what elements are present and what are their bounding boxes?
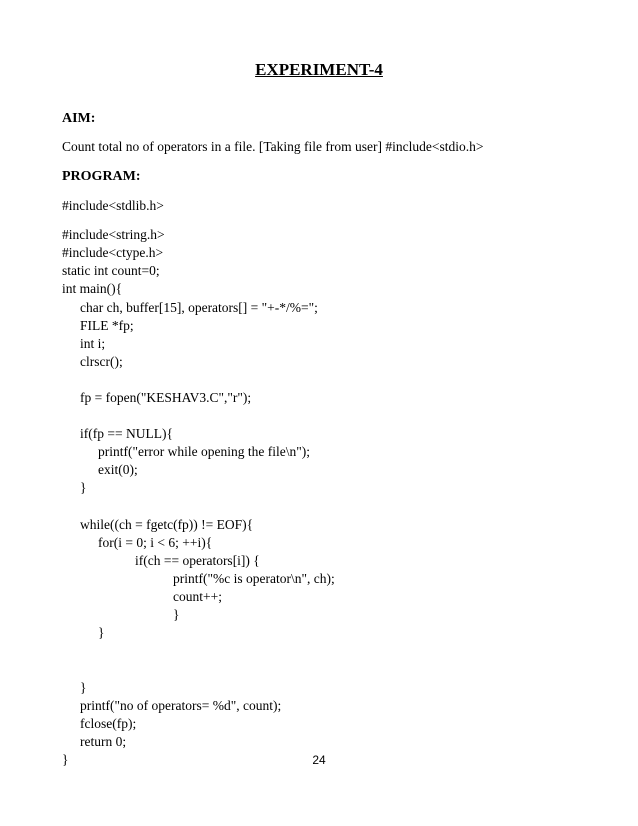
code-line: } xyxy=(80,480,87,495)
code-line: #include<stdlib.h> xyxy=(62,198,164,213)
code-line: int i; xyxy=(80,336,106,351)
code-line: count++; xyxy=(173,589,222,604)
code-line: fp = fopen("KESHAV3.C","r"); xyxy=(80,390,252,405)
code-line: static int count=0; xyxy=(62,263,160,278)
code-line: printf("%c is operator\n", ch); xyxy=(173,571,335,586)
code-line: while((ch = fgetc(fp)) != EOF){ xyxy=(80,517,254,532)
code-line: for(i = 0; i < 6; ++i){ xyxy=(98,535,213,550)
code-line: clrscr(); xyxy=(80,354,123,369)
code-line: #include<string.h> xyxy=(62,227,165,242)
code-line: } xyxy=(173,607,180,622)
code-line: int main(){ xyxy=(62,281,123,296)
code-line: if(ch == operators[i]) { xyxy=(135,553,260,568)
code-line: fclose(fp); xyxy=(80,716,137,731)
code-line: } xyxy=(80,680,87,695)
code-line: FILE *fp; xyxy=(80,318,134,333)
code-line: } xyxy=(62,752,69,767)
page-number: 24 xyxy=(312,753,326,767)
aim-heading: AIM: xyxy=(62,111,96,126)
code-line: #include<ctype.h> xyxy=(62,245,164,260)
code-line: printf("no of operators= %d", count); xyxy=(80,698,282,713)
code-line: } xyxy=(98,625,105,640)
code-line: exit(0); xyxy=(98,462,138,477)
code-line: char ch, buffer[15], operators[] = "+-*/%="; xyxy=(80,300,318,315)
code-line: return 0; xyxy=(80,734,127,749)
page-title: EXPERIMENT-4 xyxy=(255,60,383,79)
aim-text: Count total no of operators in a file. [Taking file from user] #include<stdio.h> xyxy=(62,139,484,154)
code-line: if(fp == NULL){ xyxy=(80,426,173,441)
code-line: printf("error while opening the file\n"); xyxy=(98,444,310,459)
program-heading: PROGRAM: xyxy=(62,169,141,184)
